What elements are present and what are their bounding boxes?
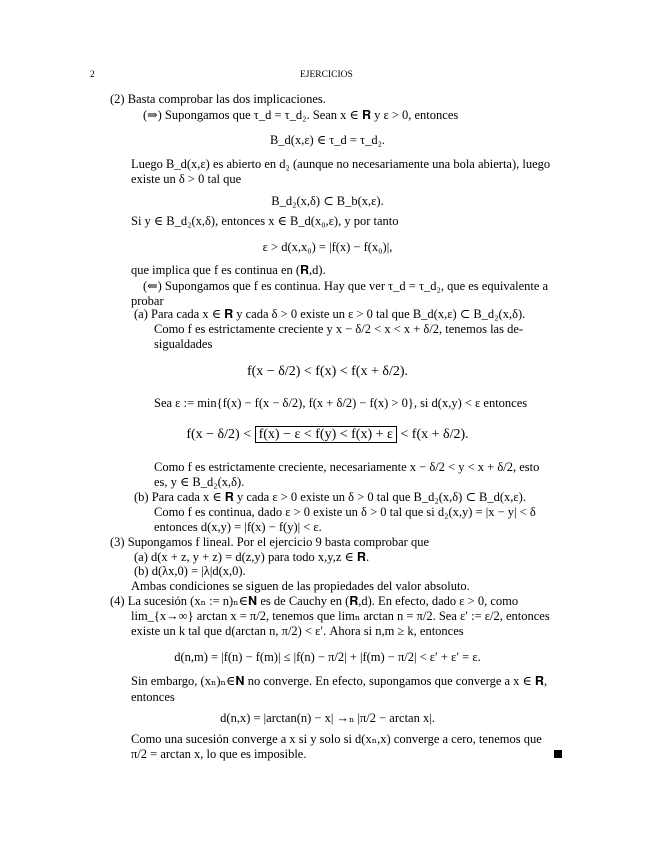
text-line: π/2 = arctan x, lo que es imposible. bbox=[131, 747, 307, 761]
display-eq-1: B_d(x,ε) ∈ τ_d = τ_d₂. bbox=[269, 133, 386, 147]
display-eq-3: ε > d(x,x₀) = |f(x) − f(x₀)|, bbox=[262, 240, 393, 254]
item-2-intro: (2) Basta comprobar las dos implicaciones. bbox=[110, 92, 326, 106]
subitem-3a: (a) d(x + z, y + z) = d(z,y) para todo x,y,z ∈ 𝐑. bbox=[134, 550, 370, 564]
text-line: sigualdades bbox=[154, 337, 213, 351]
text-line: Como f es estrictamente creciente, necesariamente x − δ/2 < y < x + δ/2, esto bbox=[154, 460, 540, 474]
text-line: Ambas condiciones se siguen de las propiedades del valor absoluto. bbox=[131, 579, 470, 593]
item-4-intro: (4) La sucesión (xₙ := n)ₙ∈𝐍 es de Cauchy en (𝐑,d). En efecto, dado ε > 0, como bbox=[110, 594, 519, 608]
text-line: entonces d(x,y) = |f(x) − f(y)| < ε. bbox=[154, 520, 322, 534]
eq5-right: < f(x + δ/2). bbox=[400, 427, 469, 442]
subitem-a: (a) Para cada x ∈ 𝐑 y cada δ > 0 existe un ε > 0 tal que B_d(x,ε) ⊂ B_d₂(x,δ). bbox=[134, 307, 526, 321]
eq5-left: f(x − δ/2) < bbox=[186, 427, 252, 442]
text-line: lim_{x→∞} arctan x = π/2, tenemos que limₙ arctan n = π/2. Sea ε′ := ε/2, entonces bbox=[131, 609, 550, 623]
subitem-3b: (b) d(λx,0) = |λ|d(x,0). bbox=[134, 564, 246, 578]
boxed-inequality: f(x) − ε < f(y) < f(x) + ε bbox=[255, 426, 397, 443]
display-eq-7: d(n,x) = |arctan(n) − x| →ₙ |π/2 − arctan x|. bbox=[220, 711, 435, 725]
display-eq-2: B_d₂(x,δ) ⊂ B_b(x,ε). bbox=[271, 194, 384, 208]
text-line: existe un δ > 0 tal que bbox=[131, 172, 242, 186]
running-title: EJERCICIOS bbox=[300, 70, 353, 80]
page-number: 2 bbox=[90, 70, 95, 80]
display-eq-6: d(n,m) = |f(n) − f(m)| ≤ |f(n) − π/2| + |f(m) − π/2| < ε′ + ε′ = ε. bbox=[174, 650, 481, 664]
display-eq-5 bbox=[0, 427, 655, 443]
subitem-b: (b) Para cada x ∈ 𝐑 y cada ε > 0 existe un δ > 0 tal que B_d₂(x,δ) ⊂ B_d(x,ε). bbox=[134, 490, 526, 504]
text-line: Como una sucesión converge a x si y solo si d(xₙ,x) converge a cero, tenemos que bbox=[131, 732, 542, 746]
text-line: entonces bbox=[131, 690, 175, 704]
text-line: Si y ∈ B_d₂(x,δ), entonces x ∈ B_d(x₀,ε), y por tanto bbox=[131, 214, 399, 228]
reverse-direction: (⇐) Supongamos que f es continua. Hay que ver τ_d = τ_d₂, que es equivalente a bbox=[143, 279, 549, 293]
text-line: Como f es estrictamente creciente y x − δ/2 < x < x + δ/2, tenemos las de- bbox=[154, 322, 524, 336]
text-line: Luego B_d(x,ε) es abierto en d₂ (aunque no necesariamente una bola abierta), luego bbox=[131, 157, 551, 171]
text-line: Sea ε := min{f(x) − f(x − δ/2), f(x + δ/2) − f(x) > 0}, si d(x,y) < ε entonces bbox=[154, 396, 528, 410]
forward-direction: (⇒) Supongamos que τ_d = τ_d₂. Sean x ∈ 𝐑 y ε > 0, entonces bbox=[143, 108, 459, 122]
text-line: Sin embargo, (xₙ)ₙ∈𝐍 no converge. En efecto, supongamos que converge a x ∈ 𝐑, bbox=[131, 674, 548, 688]
text-line: que implica que f es continua en (𝐑,d). bbox=[131, 263, 326, 277]
item-3-intro: (3) Supongamos f lineal. Por el ejercicio 9 basta comprobar que bbox=[110, 535, 430, 549]
qed-square bbox=[554, 750, 562, 758]
display-eq-4: f(x − δ/2) < f(x) < f(x + δ/2). bbox=[246, 364, 408, 379]
text-line: probar bbox=[131, 294, 164, 308]
text-line: Como f es continua, dado ε > 0 existe un δ > 0 tal que si d₂(x,y) = |x − y| < δ bbox=[154, 505, 536, 519]
text-line: existe un k tal que d(arctan n, π/2) < ε′. Ahora si n,m ≥ k, entonces bbox=[131, 624, 464, 638]
text-line: es, y ∈ B_d₂(x,δ). bbox=[154, 475, 245, 489]
